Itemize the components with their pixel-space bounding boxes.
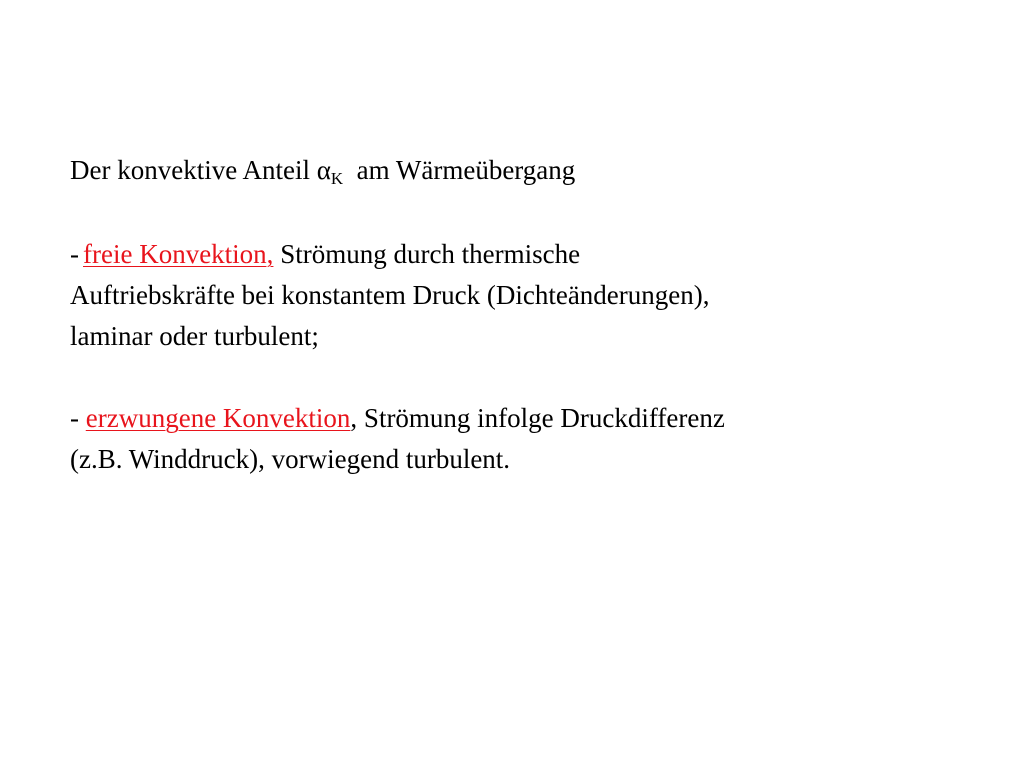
item1-line3: laminar oder turbulent;	[70, 321, 319, 351]
free-convection-term[interactable]: freie Konvektion,	[83, 239, 274, 269]
slide-title	[70, 150, 575, 191]
title-prefix: Der konvektive Anteil α	[70, 155, 331, 185]
forced-convection-term[interactable]: erzwungene Konvektion	[85, 403, 351, 433]
item2-line1	[70, 398, 725, 439]
title-line	[70, 150, 575, 191]
item2-line2: (z.B. Winddruck), vorwiegend turbulent.	[70, 444, 511, 474]
item1-rest: Strömung durch thermische	[273, 239, 581, 269]
alpha-subscript: K	[330, 169, 344, 188]
item1-line1	[70, 234, 710, 275]
item2-rest: , Strömung infolge Druckdifferenz	[350, 403, 725, 433]
item2-dash: -	[70, 403, 86, 433]
item1-dash: -	[70, 239, 79, 269]
item1-line2: Auftriebskräfte bei konstantem Druck (Dichteänderungen),	[70, 280, 710, 310]
title-suffix: am Wärmeübergang	[343, 155, 576, 185]
forced-convection-item	[70, 398, 725, 480]
free-convection-item	[70, 234, 710, 357]
